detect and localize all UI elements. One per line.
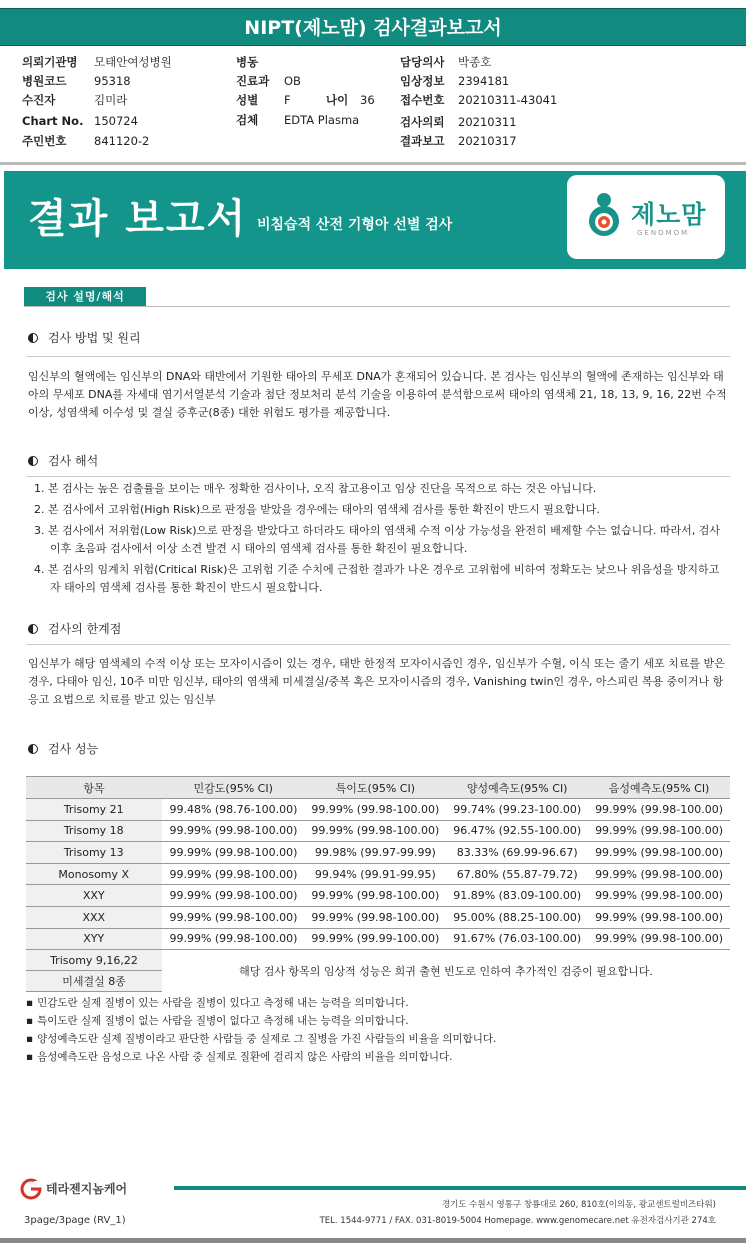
divider [0, 162, 746, 165]
table-cell: Monosomy X [26, 863, 162, 885]
table-note: 해당 검사 항목의 임상적 성능은 희귀 출현 빈도로 인하여 추가적인 검증이 필요합니다. [239, 964, 653, 978]
column-header: 음성예측도(95% CI) [588, 777, 730, 799]
request-value: 20210311 [458, 115, 517, 129]
half-circle-icon [28, 624, 38, 634]
genomom-logo [567, 175, 725, 259]
table-cell: 99.99% (99.99-100.00) [304, 928, 446, 950]
specimen-value: EDTA Plasma [284, 113, 360, 127]
report-banner [4, 171, 746, 269]
method-heading: 검사 방법 및 원리 [28, 329, 141, 346]
list-item: 1. 본 검사는 높은 검출률을 보이는 매우 정확한 검사이나, 오직 참고용이고 임상 진단을 목적으로 하는 것은 아닙니다. [34, 482, 597, 495]
table-cell: Trisomy 18 [26, 820, 162, 842]
dept-label: 진료과 [236, 74, 270, 88]
table-cell: XXX [26, 906, 162, 928]
table-cell: 99.99% (99.98-100.00) [304, 799, 446, 821]
table-cell: 99.99% (99.98-100.00) [588, 885, 730, 907]
dept-value: OB [284, 74, 301, 88]
code-label: 병원코드 [22, 74, 67, 88]
column-header: 항목 [26, 777, 162, 799]
table-cell: 99.99% (99.98-100.00) [162, 863, 304, 885]
age-value: 36 [360, 93, 375, 107]
accession-value: 20210311-43041 [458, 93, 558, 107]
footer-contact: TEL. 1544-9771 / FAX. 031-8019-5004 Homepage. www.genomecare.net 유전자검사기관 274호 [319, 1216, 716, 1226]
clinical-label: 임상정보 [400, 74, 445, 88]
definition-notes [26, 994, 730, 1066]
table-cell: 99.99% (99.98-100.00) [304, 820, 446, 842]
column-header: 민감도(95% CI) [162, 777, 304, 799]
table-cell: 99.99% (99.98-100.00) [162, 820, 304, 842]
note-item: ▪ 음성예측도란 음성으로 나온 사람 중 실제로 질환에 걸리지 않은 사람의 비율을 의미합니다. [26, 1048, 730, 1066]
table-row [26, 842, 730, 864]
table-cell: 99.99% (99.98-100.00) [304, 885, 446, 907]
table-cell: 99.98% (99.97-99.99) [304, 842, 446, 864]
interpret-heading: 검사 해석 [28, 452, 98, 469]
interpret-list [34, 480, 724, 597]
age-label: 나이 [326, 93, 349, 107]
limits-heading: 검사의 한계점 [28, 620, 121, 637]
table-cell: 99.99% (99.98-100.00) [162, 885, 304, 907]
table-cell: 99.94% (99.91-99.95) [304, 863, 446, 885]
rrn-value: 841120-2 [94, 134, 150, 148]
note-item: ▪ 민감도란 실제 질병이 있는 사람을 질병이 있다고 측정해 내는 능력을 의미합니다. [26, 994, 730, 1012]
banner-title: 결과 보고서 [28, 196, 248, 242]
performance-table [26, 776, 730, 992]
table-cell: 99.99% (99.98-100.00) [162, 842, 304, 864]
section-tab: 검사 설명/해석 [24, 287, 146, 307]
column-header: 양성예측도(95% CI) [446, 777, 588, 799]
table-cell: XXY [26, 885, 162, 907]
table-cell: Trisomy 21 [26, 799, 162, 821]
table-cell: 83.33% (69.99-96.67) [446, 842, 588, 864]
ward-label: 병동 [236, 55, 259, 69]
list-item: 2. 본 검사에서 고위험(High Risk)으로 판정을 받았을 경우에는 태아의 염색체 검사를 통한 확진이 반드시 필요합니다. [34, 503, 600, 516]
table-row [26, 950, 730, 971]
table-cell: Trisomy 13 [26, 842, 162, 864]
table-cell: 95.00% (88.25-100.00) [446, 906, 588, 928]
limits-text: 임신부가 해당 염색체의 수적 이상 또는 모자이시즘이 있는 경우, 태반 한정적 모자이시즘인 경우, 임신부가 수혈, 이식 또는 줄기 세포 치료를 받은 경우, 다태아 임신, 10주 미만 임신부, 태아의 염색체 미세결실/중복 혹은 모자이시즘의 경우, Vanishing twin인 경우, 아스피린 복용 중이거나 항 응고 요법으로 치료를 받고 있는 임신부 [28, 657, 725, 706]
receiver-value: 김미라 [94, 93, 128, 107]
half-circle-icon [28, 744, 38, 754]
table-cell: 96.47% (92.55-100.00) [446, 820, 588, 842]
banner-subtitle: 비침습적 산전 기형아 선별 검사 [257, 217, 453, 233]
hospital-value: 모태안여성병원 [94, 55, 172, 69]
column-header: 특이도(95% CI) [304, 777, 446, 799]
chart-label: Chart No. [22, 114, 84, 128]
request-label: 검사의뢰 [400, 115, 445, 129]
table-cell: 99.99% (99.98-100.00) [588, 906, 730, 928]
table-row [26, 820, 730, 842]
performance-heading: 검사 성능 [28, 740, 98, 757]
table-cell: 99.99% (99.98-100.00) [588, 820, 730, 842]
table-cell: 99.99% (99.98-100.00) [588, 928, 730, 950]
section-line [24, 306, 730, 307]
table-header-row [26, 777, 730, 799]
sex-value: F [284, 93, 291, 107]
list-item: 4. 본 검사의 임계치 위험(Critical Risk)은 고위험 기준 수치에 근접한 결과가 나온 경우로 고위험에 비하여 정확도는 낮으나 위음성을 방지하고자 태아의 염색체 검사를 통한 확진이 반드시 필요합니다. [34, 563, 720, 594]
genomom-logo-icon [583, 191, 625, 239]
doctor-label: 담당의사 [400, 55, 445, 69]
doctor-value: 박종호 [458, 55, 492, 69]
table-cell: 67.80% (55.87-79.72) [446, 863, 588, 885]
accession-label: 접수번호 [400, 93, 445, 107]
divider [26, 476, 730, 477]
method-text: 임신부의 혈액에는 임신부의 DNA와 태반에서 기원한 태아의 무세포 DNA가 혼재되어 있습니다. 본 검사는 임신부의 혈액에 존재하는 임신부와 태아의 무세포 DNA를 자세대 염기서열분석 기술과 첨단 정보처리 분석 기술을 이용하여 분석함으로써 태아의 염색체 21, 18, 13, 9, 16, 22번 수적 이상, 성염색체 이수성 및 결실 증후군(8종) 대한 위험도 평가를 제공합니다. [28, 370, 727, 419]
table-cell: 99.48% (98.76-100.00) [162, 799, 304, 821]
table-cell: 99.99% (99.98-100.00) [588, 842, 730, 864]
table-cell: 91.67% (76.03-100.00) [446, 928, 588, 950]
company-logo-icon [20, 1178, 42, 1200]
hospital-label: 의뢰기관명 [22, 55, 78, 69]
logo-subtext: GENOMOM [637, 229, 690, 237]
table-row [26, 906, 730, 928]
table-cell: 미세결실 8종 [26, 971, 162, 992]
table-cell: 99.99% (99.98-100.00) [162, 928, 304, 950]
footer-bar [174, 1186, 746, 1190]
rrn-label: 주민번호 [22, 134, 67, 148]
table-row [26, 928, 730, 950]
chart-value: 150724 [94, 114, 138, 128]
page-number: 3page/3page (RV_1) [24, 1215, 126, 1226]
code-value: 95318 [94, 74, 131, 88]
table-cell: 91.89% (83.09-100.00) [446, 885, 588, 907]
divider [26, 356, 730, 357]
half-circle-icon [28, 333, 38, 343]
note-item: ▪ 양성예측도란 실제 질병이라고 판단한 사람들 중 실제로 그 질병을 가진 사람들의 비율을 의미합니다. [26, 1030, 730, 1048]
table-cell: 99.99% (99.98-100.00) [162, 906, 304, 928]
note-item: ▪ 특이도란 실제 질병이 없는 사람을 질병이 없다고 측정해 내는 능력을 의미합니다. [26, 1012, 730, 1030]
report-date-value: 20210317 [458, 134, 517, 148]
table-cell: 99.74% (99.23-100.00) [446, 799, 588, 821]
divider [26, 644, 730, 645]
table-cell: 99.99% (99.98-100.00) [588, 863, 730, 885]
report-date-label: 결과보고 [400, 134, 445, 148]
table-cell: 99.99% (99.98-100.00) [304, 906, 446, 928]
list-item: 3. 본 검사에서 저위험(Low Risk)으로 판정을 받았다고 하더라도 태아의 염색체 수적 이상 가능성을 완전히 배제할 수는 없습니다. 따라서, 검사 이후 초음파 검사에서 이상 소견 발견 시 태아의 염색체 검사를 통한 확진이 필요합니다. [34, 524, 721, 555]
specimen-label: 검체 [236, 113, 259, 127]
table-cell: 99.99% (99.98-100.00) [588, 799, 730, 821]
table-row [26, 885, 730, 907]
table-row [26, 863, 730, 885]
company-name: 테라젠지놈케어 [46, 1182, 128, 1196]
table-cell: Trisomy 9,16,22 [26, 950, 162, 971]
clinical-value: 2394181 [458, 74, 510, 88]
table-row [26, 799, 730, 821]
table-cell: XYY [26, 928, 162, 950]
sex-label: 성별 [236, 93, 259, 107]
report-title: NIPT(제노맘) 검사결과보고서 [0, 8, 746, 46]
footer-address: 경기도 수원시 영통구 창룡대로 260, 810호(이의동, 광교센트럴비즈타워) [441, 1200, 716, 1210]
half-circle-icon [28, 456, 38, 466]
bottom-bar [0, 1238, 746, 1243]
receiver-label: 수진자 [22, 93, 56, 107]
logo-text: 제노맘 [631, 200, 707, 229]
